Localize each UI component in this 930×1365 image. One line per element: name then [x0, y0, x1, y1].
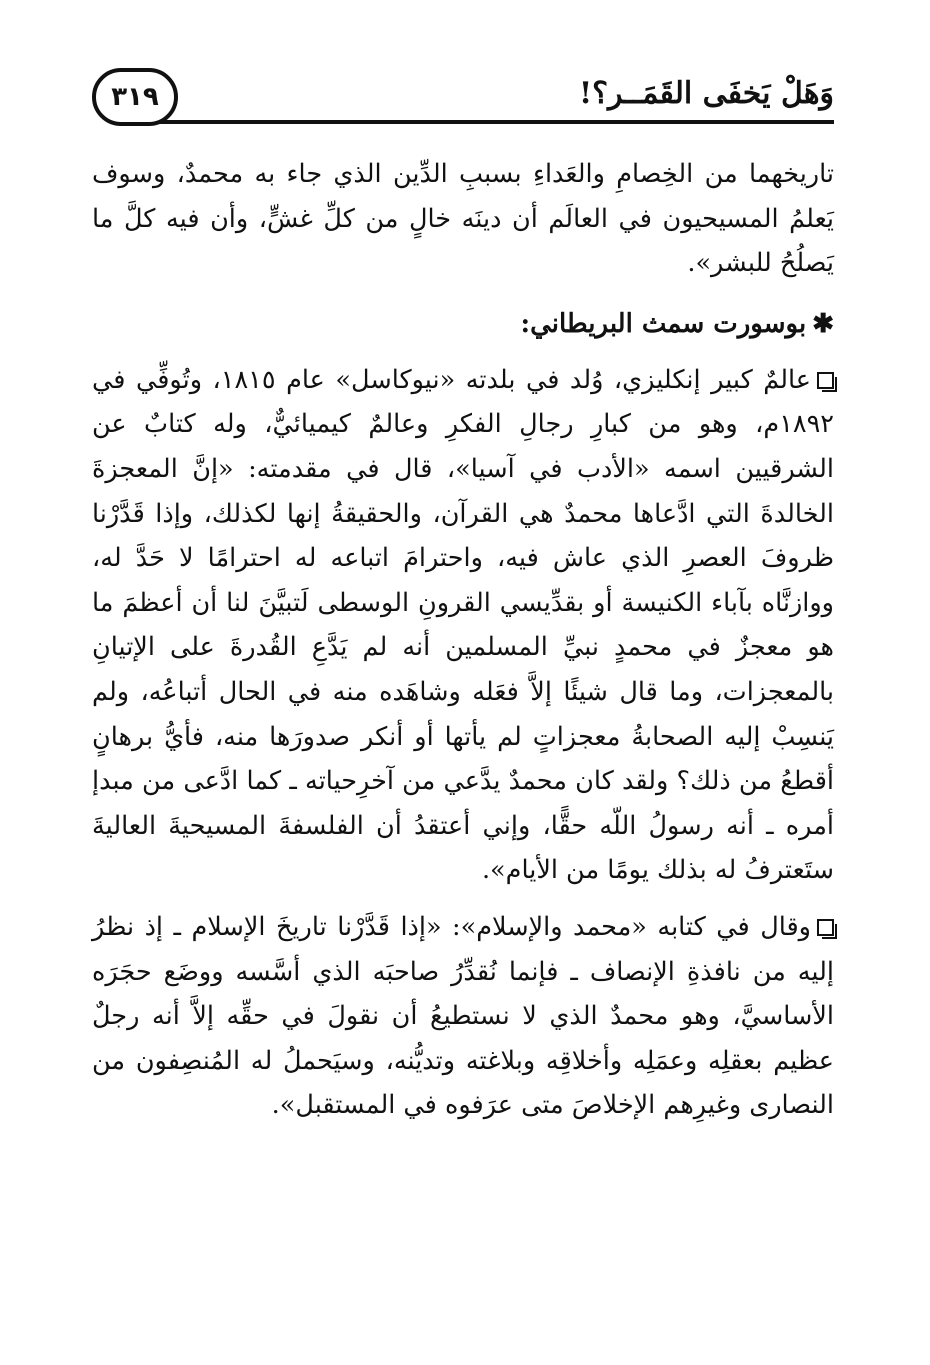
asterisk-icon: ✱ [812, 308, 834, 339]
paragraph-quote-text: وقال في كتابه «محمد والإسلام»: «إذا قَدَّرْنا تاريخَ الإسلام ـ إذ نظرُ إليه من نافذةِ الإنصاف ـ فإنما نُقدِّرُ صاحبَه الذي أسَّسه ووضَع حجَرَه الأساسيَّ، وهو محمدٌ الذي لا نستطيعُ أن نقولَ في حقِّه إلاَّ أنه رجلٌ عظيم بعقلِه وعمَلِه وأخلاقِه وبلاغته وتديُّنه، وسيَحملُ له المُنصِفون من النصارى وغيرِهم الإخلاصَ متى عرَفوه في المستقبل». [92, 911, 834, 1121]
paragraph-quote [92, 905, 834, 1128]
paragraph-biography [92, 358, 834, 893]
section-heading [92, 302, 834, 346]
header-rule [152, 120, 834, 124]
running-title: وَهَلْ يَخفَى القَمَــر؟! [578, 76, 834, 111]
box-bullet-icon [817, 919, 834, 936]
page-number-badge [92, 68, 178, 126]
paragraph-biography-text: عالمٌ كبير إنكليزي، وُلد في بلدته «نيوكاسل» عام ١٨١٥، وتُوفِّي في ١٨٩٢م، وهو من كبارِ رجالِ الفكرِ وعالمٌ كيميائيٌّ، وله كتابٌ عن الشرقيين اسمه «الأدب في آسيا»، قال في مقدمته: «إنَّ المعجزةَ الخالدةَ التي ادَّعاها محمدٌ هي القرآن، والحقيقةُ إنها لكذلك، وإذا قَدَّرْنا ظروفَ العصرِ الذي عاش فيه، واحترامَ اتباعه له احترامًا لا حَدَّ له، ووازنَّاه بآباء الكنيسة أو بقدِّيسي القرونِ الوسطى لَتبيَّنَ لنا أن أعظمَ ما هو معجزٌ في محمدٍ نبيِّ المسلمين أنه لم يَدَّعِ القُدرةَ على الإتيانِ بالمعجزات، وما قال شيئًا إلاَّ فعَله وشاهَده منه في الحال أتباعُه، ولم يَنسِبْ إليه الصحابةُ معجزاتٍ لم يأتها أو أنكر صدورَها منه، فأيُّ برهانٍ أقطعُ من ذلك؟ ولقد كان محمدٌ يدَّعي من آخرِحياته ـ كما ادَّعى من مبدإ أمره ـ أنه رسولُ اللّه حقًّا، وإني أعتقدُ أن الفلسفةَ المسيحيةَ العاليةَ ستَعترفُ له بذلك يومًا من الأيام». [92, 364, 835, 886]
page-number: ٣١٩ [111, 82, 159, 112]
paragraph-continued: تاريخهما من الخِصامِ والعَداءِ بسببِ الدِّين الذي جاء به محمدٌ، وسوف يَعلمُ المسيحيون في العالَم أن دينَه خالٍ من كلِّ غشٍّ، وأن فيه كلَّ ما يَصلُحُ للبشر». [92, 159, 834, 279]
section-heading-text: بوسورت سمث البريطاني: [520, 308, 807, 339]
page-header [92, 66, 834, 132]
box-bullet-icon [817, 372, 834, 389]
page-body [92, 152, 834, 1128]
